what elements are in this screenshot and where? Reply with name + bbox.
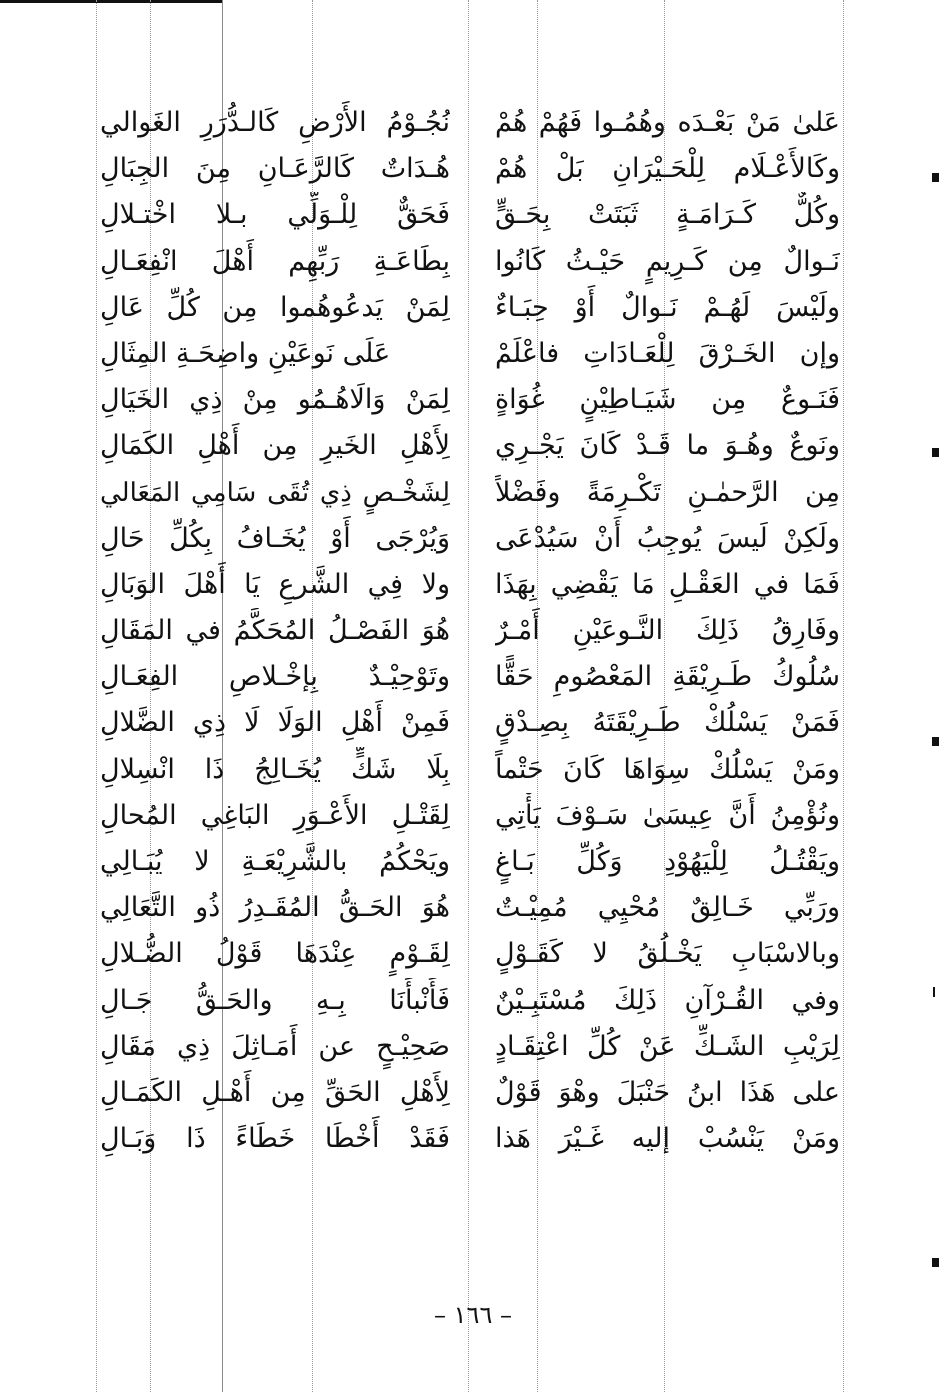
margin-mark (932, 737, 939, 746)
verse-line (100, 654, 840, 700)
verse-second-hemistich: لِقَـوْمٍ عِنْدَهَا قَوْلُ الضُّـلالِ (100, 938, 450, 970)
verse-line (100, 793, 840, 839)
verse-line (100, 885, 840, 931)
margin-mark (932, 1258, 939, 1267)
verse-first-hemistich: فَمَا في العَقْـلِ مَا يَقْضِي بِهَذَا (495, 568, 840, 600)
verse-line (100, 931, 840, 977)
verse-second-hemistich: ولا فِي الشَّرعِ يَا أَهْلَ الوَبَالِ (100, 568, 450, 600)
top-rule (0, 0, 222, 3)
verse-second-hemistich: فَقَدْ أَخْطَا خَطَاءً ذَا وَبَـالِ (100, 1123, 450, 1155)
verse-second-hemistich: نُجُـوْمُ الأَرْضِ كَالـدُّرَرِ الغَوالي (100, 107, 450, 138)
verse-line (100, 1024, 840, 1070)
verse-second-hemistich: بِطَاعَـةِ رَبِّهِم أَهْلَ انْفِعَـالِ (100, 245, 450, 277)
verse-line (100, 516, 840, 562)
scan-artifact-line (843, 0, 844, 1392)
verse-second-hemistich: فَأَنْبأَنَا بِـهِ والحَـقُّ جَـالِ (100, 984, 450, 1016)
verse-line (100, 470, 840, 516)
verse-line (100, 423, 840, 469)
scan-artifact-line (96, 0, 97, 1392)
verse-first-hemistich: ومَنْ يَسْلُكْ سِوَاهَا كَانَ حَتْماً (495, 753, 840, 785)
page-number: – ١٦٦ – (434, 1301, 512, 1329)
verse-first-hemistich: وكَالأَعْـلَام لِلْحَـيْرَانِ بَلْ هُمْ (495, 153, 840, 185)
verse-first-hemistich: ونُؤْمِنُ أَنَّ عِيسَىٰ سَـوْفَ يَأْتِي (495, 799, 840, 831)
verse-line (100, 608, 840, 654)
verse-first-hemistich: فَمَنْ يَسْلُكْ طَـرِيْقَتَهُ بِصِـدْقٍ (495, 707, 840, 739)
verse-first-hemistich: ونَوعٌ وهُـوَ ما قَـدْ كَانَ يَجْـرِي (495, 430, 840, 462)
verse-first-hemistich: لِرَيْبِ الشَـكِّ عَنْ كُلِّ اعْتِقَـادٍ (495, 1030, 840, 1062)
verse-second-hemistich: لِأَهْلِ الحَقِّ مِن أَهْـلِ الكَمَـالِ (100, 1076, 450, 1108)
verse-line (100, 978, 840, 1024)
margin-mark (932, 448, 939, 457)
margin-mark (932, 173, 939, 182)
verse-first-hemistich: ولَكِنْ لَيسَ يُوجِبُ أَنْ سَيُدْعَى (495, 522, 840, 554)
verse-line (100, 1070, 840, 1116)
verse-line (100, 839, 840, 885)
verse-first-hemistich: نَـوالٌ مِن كَـرِيمٍ حَيْـثُ كَانُوا (495, 245, 840, 277)
verse-second-hemistich: لِمَنْ يَدعُوهُموا مِن كُلِّ عَالِ (100, 291, 450, 323)
verse-second-hemistich: فَمِنْ أَهْلِ الوَلَا لَا ذِي الضَّلالِ (100, 707, 450, 739)
verse-second-hemistich: هُـدَاتٌ كَالرَّعَـانِ مِنَ الجِبَالِ (100, 153, 450, 185)
verse-second-hemistich: عَلَى نَوعَيْنِ واضِحَـةِ المِثَالِ (100, 337, 391, 369)
verse-line (100, 146, 840, 192)
verse-line (100, 100, 840, 146)
verse-second-hemistich: بِلَا شَكٍّ يُخَـالِجُ ذَا انْسِلالِ (100, 753, 450, 785)
verse-second-hemistich: لِشَخْـصٍ ذِي تُقَى سَامِي المَعَالي (100, 477, 450, 508)
verse-first-hemistich: وفَارِقُ ذَلِكَ النَّـوعَيْنِ أَمْـرٌ (495, 615, 840, 647)
verse-first-hemistich: وإن الخَـرْقَ لِلْعَـادَاتِ فاعْلَمْ (495, 337, 840, 369)
margin-mark (933, 987, 935, 997)
verse-line (100, 285, 840, 331)
verse-line (100, 1116, 840, 1162)
verse-first-hemistich: ورَبِّي خَـالِقٌ مُحْيِي مُمِيْـتٌ (495, 892, 840, 924)
verse-line (100, 700, 840, 746)
verse-second-hemistich: هُوَ الحَـقُّ المُقَـدِرُ ذُو التَّعَالِي (100, 892, 450, 924)
verse-line (100, 377, 840, 423)
verse-line (100, 331, 840, 377)
verse-line (100, 239, 840, 285)
verse-second-hemistich: ويَحْكُمُ بالشَّرِيْعَـةِ لا يُبَـالِي (100, 846, 450, 877)
verse-second-hemistich: صَحِيْـحٍ عن أَمَـاثِلَ ذِي مَقَالِ (100, 1030, 450, 1062)
verse-first-hemistich: وكُلٌّ كَـرَامَـةٍ ثَبَتَتْ بِحَـقٍّ (495, 199, 840, 231)
verse-second-hemistich: لِمَنْ وَالَاهُـمُو مِنْ ذِي الخَيَالِ (100, 384, 450, 416)
verse-line (100, 192, 840, 238)
verse-first-hemistich: ولَيْسَ لَهُـمْ نَـوالٌ أَوْ حِبَـاءٌ (495, 291, 840, 323)
verse-first-hemistich: على هَذَا ابنُ حَنْبَلَ وهْوَ قَوْلٌ (495, 1076, 840, 1108)
verse-second-hemistich: فَحَقٌّ لِلْـوَلِّي بـلا اخْتـلالِ (100, 199, 450, 231)
verse-first-hemistich: وبالاسْبَابِ يَخْـلُقُ لا كَقَـوْلٍ (495, 938, 840, 970)
verse-second-hemistich: وتَوْحِيْـدٌ بِإخْـلاصِ الفِعَـالِ (100, 661, 450, 693)
verse-line (100, 562, 840, 608)
verse-first-hemistich: فَنَـوعٌ مِن شَيَـاطِيْنٍ غُوَاةٍ (495, 384, 840, 416)
verse-first-hemistich: مِن الرَّحمٰـنِ تَكْـرِمَةً وفَضْلاً (495, 476, 840, 508)
verse-line (100, 747, 840, 793)
verse-first-hemistich: عَلىٰ مَنْ بَعْـدَه وهُمُـوا فَهُمْ هُمْ (495, 107, 840, 138)
verse-second-hemistich: لِقَتْـلِ الأَعْـوَرِ البَاغِي المُحالِ (100, 799, 450, 831)
verse-second-hemistich: وَيُرْجَى أَوْ يُخَـافُ بِكُلِّ حَالِ (100, 522, 450, 554)
verse-first-hemistich: سُلُوكُ طَـرِيْقَةِ المَعْصُومِ حَقًّا (495, 661, 840, 693)
verse-first-hemistich: ويَقْتُـلُ لِلْيَهُوْدِ وَكُلِّ بَـاغٍ (495, 846, 840, 877)
verse-second-hemistich: هُوَ الفَصْـلُ المُحَكَّمُ في المَقَالِ (100, 615, 450, 647)
poem-body (100, 100, 840, 1162)
verse-first-hemistich: ومَنْ يَنْسُبْ إليه غَـيْرَ هَذا (495, 1123, 840, 1155)
verse-first-hemistich: وفي القُـرْآنِ ذَلِكَ مُسْتَبِـيْنٌ (495, 984, 840, 1016)
verse-second-hemistich: لِأَهْلِ الخَيرِ مِن أَهْلِ الكَمَالِ (100, 430, 450, 462)
